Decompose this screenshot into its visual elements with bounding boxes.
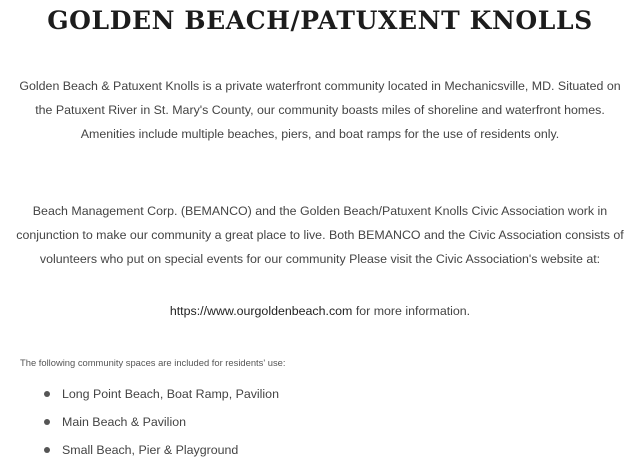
list-item-label: Long Point Beach, Boat Ramp, Pavilion bbox=[62, 387, 279, 401]
page-title: GOLDEN BEACH/PATUXENT KNOLLS bbox=[47, 6, 593, 35]
intro-paragraph: Golden Beach & Patuxent Knolls is a private waterfront community located in Mechanicsville, MD. Situated on the Patuxent River in St. Mary's County, our community boasts miles of shoreline and waterfront homes. Amenities include multiple beaches, piers, and boat ramps for the use of residents only. bbox=[19, 79, 621, 141]
website-line bbox=[14, 299, 626, 323]
website-suffix: for more information. bbox=[352, 304, 471, 318]
amenities-list bbox=[42, 380, 279, 464]
list-item-label: Main Beach & Pavilion bbox=[62, 415, 186, 429]
bullet-icon bbox=[44, 447, 50, 453]
bullet-icon bbox=[44, 391, 50, 397]
list-item bbox=[42, 408, 279, 436]
bullet-icon bbox=[44, 419, 50, 425]
website-link[interactable]: https://www.ourgoldenbeach.com bbox=[169, 304, 353, 318]
spaces-intro: The following community spaces are included for residents' use: bbox=[20, 357, 286, 368]
management-paragraph: Beach Management Corp. (BEMANCO) and the Golden Beach/Patuxent Knolls Civic Association work in conjunction to make our community a great place to live. Both BEMANCO and the Civic Association consists of volunteers who put on special events for our community Please visit the Civic Association's website at: bbox=[16, 204, 624, 266]
list-item bbox=[42, 380, 279, 408]
list-item-label: Small Beach, Pier & Playground bbox=[62, 443, 239, 457]
